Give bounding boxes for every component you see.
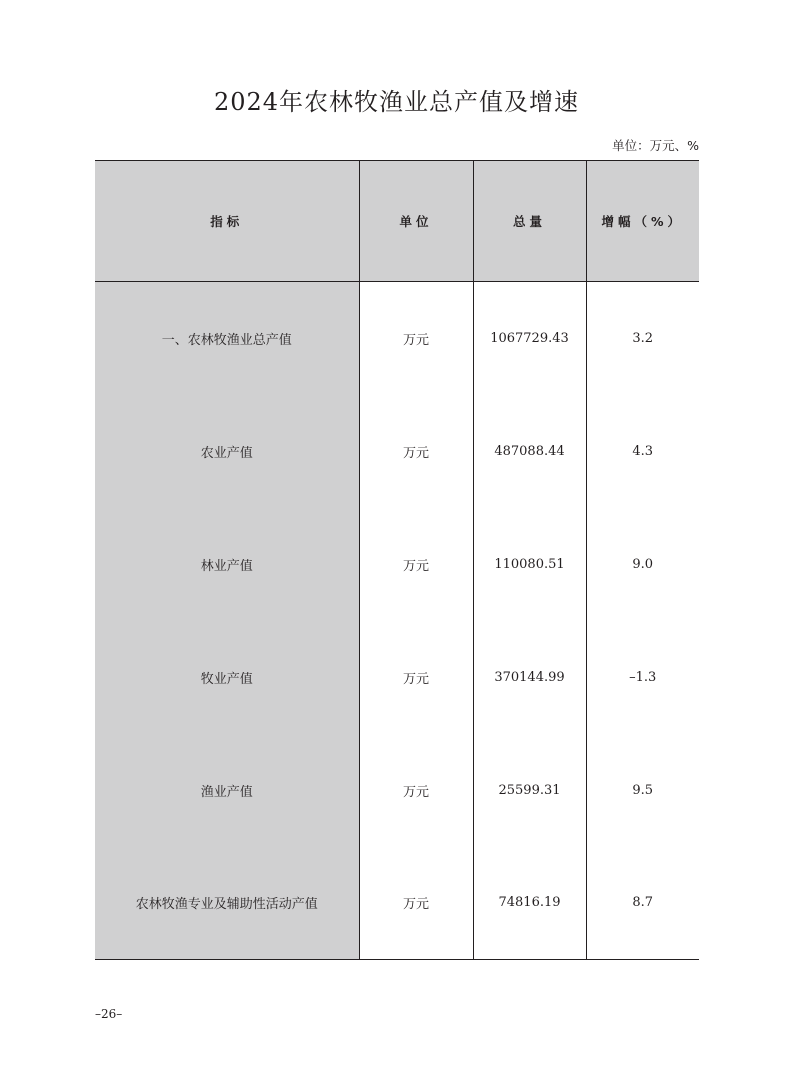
growth-cell: 9.0 [586,508,699,621]
unit-cell: 万元 [359,395,473,508]
growth-cell: 9.5 [586,734,699,847]
header-growth: 增幅（%） [586,161,699,282]
indicator-cell: 一、农林牧渔业总产值 [95,282,359,395]
unit-note: 单位：万元、% [612,138,699,153]
page-number: –26– [95,1007,123,1021]
header-unit: 单位 [359,161,473,282]
unit-cell: 万元 [359,734,473,847]
table-header-row [95,161,699,282]
indicator-cell: 农业产值 [95,395,359,508]
table-row [95,847,699,960]
table-row [95,508,699,621]
growth-cell: 3.2 [586,282,699,395]
growth-cell: –1.3 [586,621,699,734]
data-table-container [95,160,699,991]
indicator-cell: 渔业产值 [95,734,359,847]
indicator-cell: 林业产值 [95,508,359,621]
total-cell: 25599.31 [473,734,586,847]
table-body [95,282,699,960]
indicator-cell: 农林牧渔专业及辅助性活动产值 [95,847,359,960]
unit-cell: 万元 [359,847,473,960]
table-row [95,282,699,395]
table-row [95,395,699,508]
indicator-cell: 牧业产值 [95,621,359,734]
table-header [95,161,699,282]
total-cell: 487088.44 [473,395,586,508]
total-cell: 370144.99 [473,621,586,734]
total-cell: 1067729.43 [473,282,586,395]
total-cell: 74816.19 [473,847,586,960]
unit-cell: 万元 [359,621,473,734]
unit-cell: 万元 [359,508,473,621]
total-cell: 110080.51 [473,508,586,621]
header-total: 总量 [473,161,586,282]
growth-cell: 4.3 [586,395,699,508]
table-row [95,734,699,847]
header-indicator: 指标 [95,161,359,282]
data-table [95,160,699,960]
table-row [95,621,699,734]
unit-cell: 万元 [359,282,473,395]
growth-cell: 8.7 [586,847,699,960]
page-title: 2024年农林牧渔业总产值及增速 [213,88,580,116]
